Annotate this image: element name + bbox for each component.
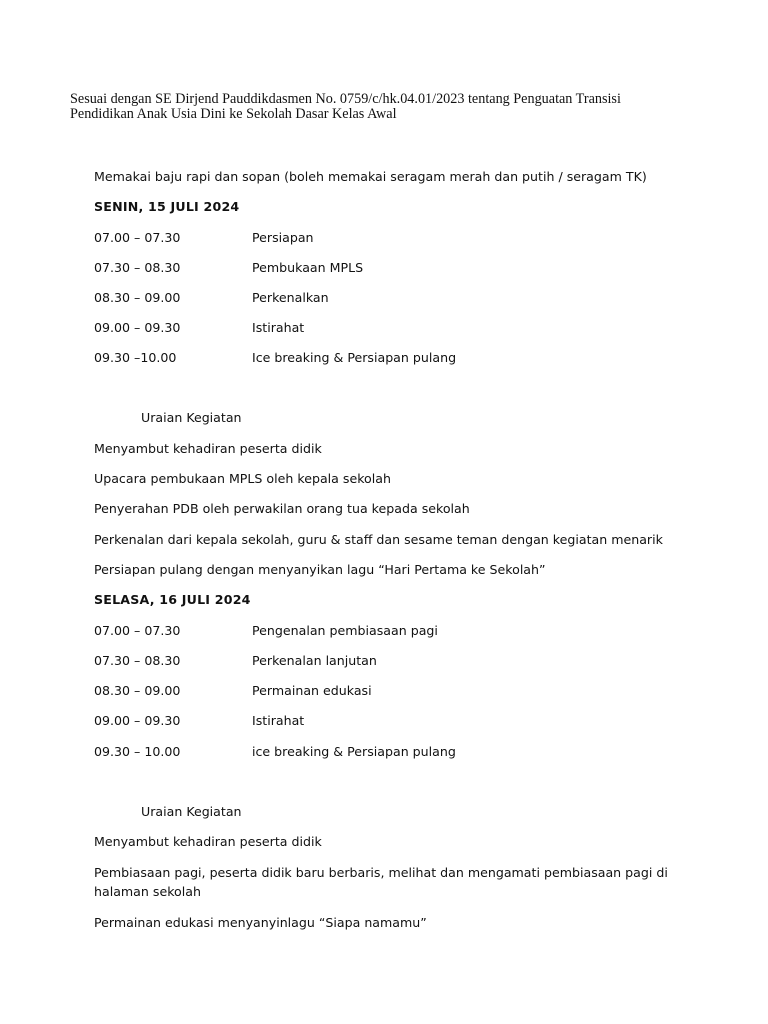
day2-uraian-item: halaman sekolah (94, 884, 201, 899)
day1-uraian-item: Perkenalan dari kepala sekolah, guru & staff dan sesame teman dengan kegiatan menarik (94, 532, 663, 547)
schedule-activity: Pembukaan MPLS (252, 260, 364, 275)
day2-title: SELASA, 16 JULI 2024 (94, 592, 251, 607)
day2-uraian-item: Menyambut kehadiran peserta didik (94, 834, 322, 849)
day2-uraian-item: Permainan edukasi menyanyinlagu “Siapa namamu” (94, 915, 427, 930)
schedule-time: 09.00 – 09.30 (94, 713, 181, 728)
schedule-activity: Ice breaking & Persiapan pulang (252, 350, 457, 365)
schedule-activity: Perkenalkan (252, 290, 329, 305)
day1-uraian-item: Menyambut kehadiran peserta didik (94, 441, 322, 456)
intro-line-1: Sesuai dengan SE Dirjend Pauddikdasmen No. 0759/c/hk.04.01/2023 tentang Penguatan Transisi (70, 91, 621, 107)
day1-uraian-item: Penyerahan PDB oleh perwakilan orang tua kepada sekolah (94, 501, 470, 516)
intro-line-2: Pendidikan Anak Usia Dini ke Sekolah Dasar Kelas Awal (70, 106, 397, 122)
day1-title: SENIN, 15 JULI 2024 (94, 199, 240, 214)
schedule-time: 09.30 –10.00 (94, 350, 177, 365)
schedule-activity: Istirahat (252, 713, 305, 728)
day1-uraian-heading: Uraian Kegiatan (141, 410, 242, 425)
schedule-time: 07.00 – 07.30 (94, 623, 181, 638)
schedule-time: 07.30 – 08.30 (94, 260, 181, 275)
intro-paragraph (70, 92, 710, 122)
day2-uraian-heading: Uraian Kegiatan (141, 804, 242, 819)
schedule-time: 07.00 – 07.30 (94, 230, 181, 245)
schedule-activity: ice breaking & Persiapan pulang (252, 744, 456, 759)
schedule-time: 08.30 – 09.00 (94, 683, 181, 698)
dress-code-text: Memakai baju rapi dan sopan (boleh memakai seragam merah dan putih / seragam TK) (94, 169, 647, 184)
schedule-time: 09.00 – 09.30 (94, 320, 181, 335)
day1-uraian-item: Upacara pembukaan MPLS oleh kepala sekolah (94, 471, 391, 486)
day2-uraian-item: Pembiasaan pagi, peserta didik baru berbaris, melihat dan mengamati pembiasaan pagi di (94, 865, 668, 880)
schedule-time: 08.30 – 09.00 (94, 290, 181, 305)
schedule-activity: Persiapan (252, 230, 314, 245)
schedule-time: 09.30 – 10.00 (94, 744, 181, 759)
schedule-activity: Perkenalan lanjutan (252, 653, 377, 668)
schedule-activity: Permainan edukasi (252, 683, 372, 698)
day1-uraian-item: Persiapan pulang dengan menyanyikan lagu “Hari Pertama ke Sekolah” (94, 562, 546, 577)
schedule-time: 07.30 – 08.30 (94, 653, 181, 668)
schedule-activity: Istirahat (252, 320, 305, 335)
schedule-activity: Pengenalan pembiasaan pagi (252, 623, 438, 638)
